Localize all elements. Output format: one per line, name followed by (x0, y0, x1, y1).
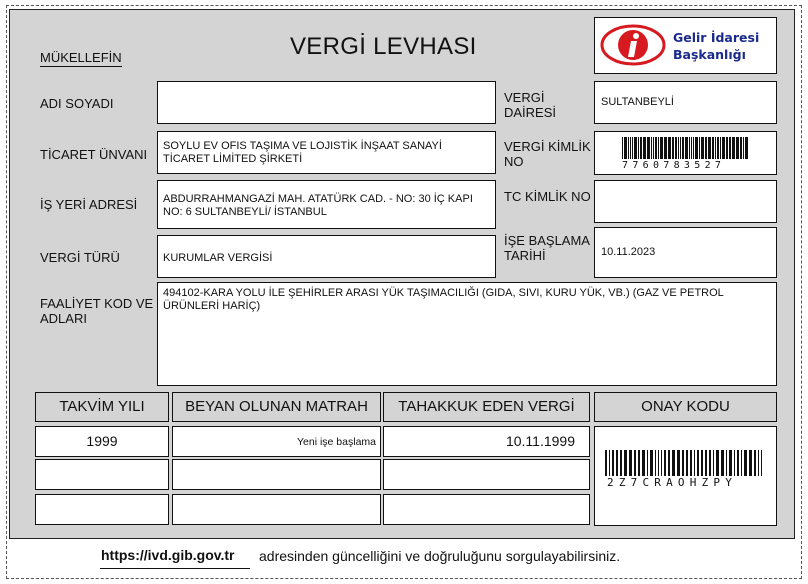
barcode-bar (624, 137, 627, 159)
barcode-bar (642, 450, 645, 476)
barcode-bar (729, 137, 731, 159)
barcode-bar (664, 450, 666, 476)
tax-type-value: KURUMLAR VERGİSİ (163, 252, 273, 264)
barcode-bar (758, 450, 759, 476)
tax-office-label: VERGİ DAİRESİ (504, 90, 557, 120)
header-calendar-year: TAKVİM YILI (35, 392, 169, 422)
barcode-bar (699, 137, 700, 159)
approval-code-box (594, 426, 777, 526)
row1-declared-base: Yeni işe başlama (297, 436, 376, 448)
barcode-bar (632, 137, 633, 159)
barcode-bar (616, 450, 618, 476)
barcode-bar (741, 450, 742, 476)
barcode-bar (653, 137, 654, 159)
barcode-bar (744, 450, 747, 476)
logo-line1: Gelir İdaresi (673, 30, 760, 45)
barcode-bar (749, 450, 752, 476)
start-date-label: İŞE BAŞLAMA TARİHİ (504, 233, 590, 263)
barcode-bar (729, 450, 732, 476)
barcode-bar (701, 137, 704, 159)
barcode-bar (720, 137, 721, 159)
start-date-box (594, 227, 777, 278)
verification-text: adresinden güncelliğini ve doğruluğunu sorgulayabilirsiniz. (259, 548, 621, 564)
activity-box (157, 282, 777, 386)
barcode-bar (647, 450, 648, 476)
barcode-bar (675, 137, 677, 159)
verification-link[interactable]: https://ivd.gib.gov.tr (101, 547, 235, 563)
tax-id-box (594, 131, 777, 175)
barcode-bar (640, 137, 642, 159)
barcode-bar (743, 137, 744, 159)
tax-office-value: SULTANBEYLİ (601, 96, 674, 108)
table-cell (383, 494, 590, 525)
barcode-bar (628, 137, 629, 159)
trade-name-box (157, 131, 496, 174)
barcode-bar (693, 137, 694, 159)
approval-code-value: 2Z7CRAOHZPY (607, 476, 738, 489)
header-declared-base: BEYAN OLUNAN MATRAH (172, 392, 381, 422)
barcode-bar (705, 450, 707, 476)
barcode-bar (678, 137, 679, 159)
table-cell (172, 459, 381, 490)
header-approval-code: ONAY KODU (594, 392, 777, 422)
barcode-bar (754, 450, 756, 476)
table-cell (383, 426, 590, 457)
barcode-bar (734, 450, 735, 476)
barcode-bar (713, 450, 714, 476)
barcode-bar (668, 450, 670, 476)
barcode-bar (638, 450, 640, 476)
barcode-bar (682, 137, 684, 159)
tax-type-box (157, 235, 496, 278)
barcode-bar (697, 450, 699, 476)
barcode-bar (686, 450, 688, 476)
barcode-bar (660, 137, 663, 159)
row1-year: 1999 (86, 433, 118, 449)
barcode-bar (689, 137, 690, 159)
gib-logo (594, 17, 777, 74)
table-cell (172, 494, 381, 525)
barcode-bar (609, 450, 610, 476)
barcode-bar (668, 137, 671, 159)
table-cell (383, 459, 590, 490)
document-title: VERGİ LEVHASI (290, 33, 477, 60)
barcode-bar (672, 137, 674, 159)
start-date-value: 10.11.2023 (601, 246, 656, 258)
barcode-bar (651, 137, 652, 159)
barcode-bar (647, 137, 650, 159)
barcode-bar (715, 137, 716, 159)
address-value: ABDURRAHMANGAZİ MAH. ATATÜRK CAD. - NO: 30 İÇ KAPI NO: 6 SULTANBEYLİ/ İSTANBUL (163, 193, 473, 218)
tax-id-label: VERGİ KİMLİK NO (504, 139, 591, 169)
barcode-bar (705, 137, 707, 159)
barcode-bar (624, 450, 627, 476)
barcode-bar (664, 137, 667, 159)
barcode-bar (629, 450, 632, 476)
barcode-bar (677, 450, 680, 476)
taxpayer-heading: MÜKELLEFİN (40, 50, 122, 65)
barcode-bar (680, 137, 681, 159)
barcode-bar (605, 450, 607, 476)
tax-type-label: VERGİ TÜRÜ (40, 250, 120, 265)
barcode-bar (643, 137, 646, 159)
barcode-bar (658, 137, 659, 159)
trade-name-value: SOYLU EV OFIS TAŞIMA VE LOJISTİK İNŞAAT SANAYİ TİCARET LİMİTED ŞİRKETİ (163, 140, 442, 165)
barcode-bar (650, 450, 653, 476)
barcode-bar (761, 450, 762, 476)
name-label: ADI SOYADI (40, 96, 114, 111)
address-box (157, 180, 496, 229)
barcode-bar (709, 450, 711, 476)
name-box (157, 81, 496, 124)
barcode-bar (630, 137, 631, 159)
barcode-bar (672, 450, 675, 476)
barcode-bar (685, 137, 688, 159)
barcode-bar (701, 450, 703, 476)
tc-id-box (594, 180, 777, 223)
approval-code-barcode (605, 450, 765, 476)
barcode-bar (682, 450, 684, 476)
barcode-bar (732, 137, 735, 159)
barcode-bar (661, 450, 662, 476)
header-accrued-tax: TAHAKKUK EDEN VERGİ (383, 392, 590, 422)
address-label: İŞ YERİ ADRESİ (40, 197, 138, 212)
barcode-bar (612, 450, 614, 476)
barcode-bar (726, 137, 728, 159)
barcode-bar (658, 450, 659, 476)
barcode-bar (638, 137, 639, 159)
activity-value: 494102-KARA YOLU İLE ŞEHİRLER ARASI YÜK TAŞIMACILIĞI (GIDA, SIVI, KURU YÜK, VB.) (GAZ VE PETROL ÜRÜNLERİ HARİÇ) (163, 287, 724, 312)
tax-id-barcode (622, 137, 750, 159)
barcode-bar (737, 450, 739, 476)
logo-line2: Başkanlığı (673, 47, 746, 62)
trade-name-label: TİCARET ÜNVANI (40, 147, 148, 162)
table-cell (35, 494, 169, 525)
table-cell (35, 426, 169, 457)
link-underline (100, 568, 250, 569)
tax-id-value: 7760783527 (622, 160, 726, 171)
gib-emblem-icon (600, 24, 666, 66)
barcode-bar (740, 137, 742, 159)
activity-label: FAALİYET KOD VE ADLARI (40, 296, 154, 326)
barcode-bar (690, 450, 692, 476)
row1-accrued-tax: 10.11.1999 (505, 433, 575, 449)
table-cell (35, 459, 169, 490)
barcode-bar (712, 137, 714, 159)
barcode-bar (694, 450, 695, 476)
barcode-bar (655, 450, 656, 476)
barcode-bar (708, 137, 711, 159)
barcode-bar (716, 450, 719, 476)
barcode-bar (745, 137, 748, 159)
barcode-bar (655, 137, 657, 159)
barcode-bar (691, 137, 692, 159)
barcode-bar (622, 137, 623, 159)
barcode-bar (634, 450, 636, 476)
barcode-bar (634, 137, 637, 159)
barcode-bar (721, 450, 724, 476)
tax-office-box (594, 81, 777, 124)
barcode-bar (736, 137, 739, 159)
barcode-bar (717, 137, 719, 159)
tc-id-label: TC KİMLİK NO (504, 189, 591, 204)
barcode-bar (620, 450, 622, 476)
barcode-bar (722, 137, 725, 159)
barcode-bar (726, 450, 727, 476)
barcode-bar (695, 137, 698, 159)
table-cell (172, 426, 381, 457)
